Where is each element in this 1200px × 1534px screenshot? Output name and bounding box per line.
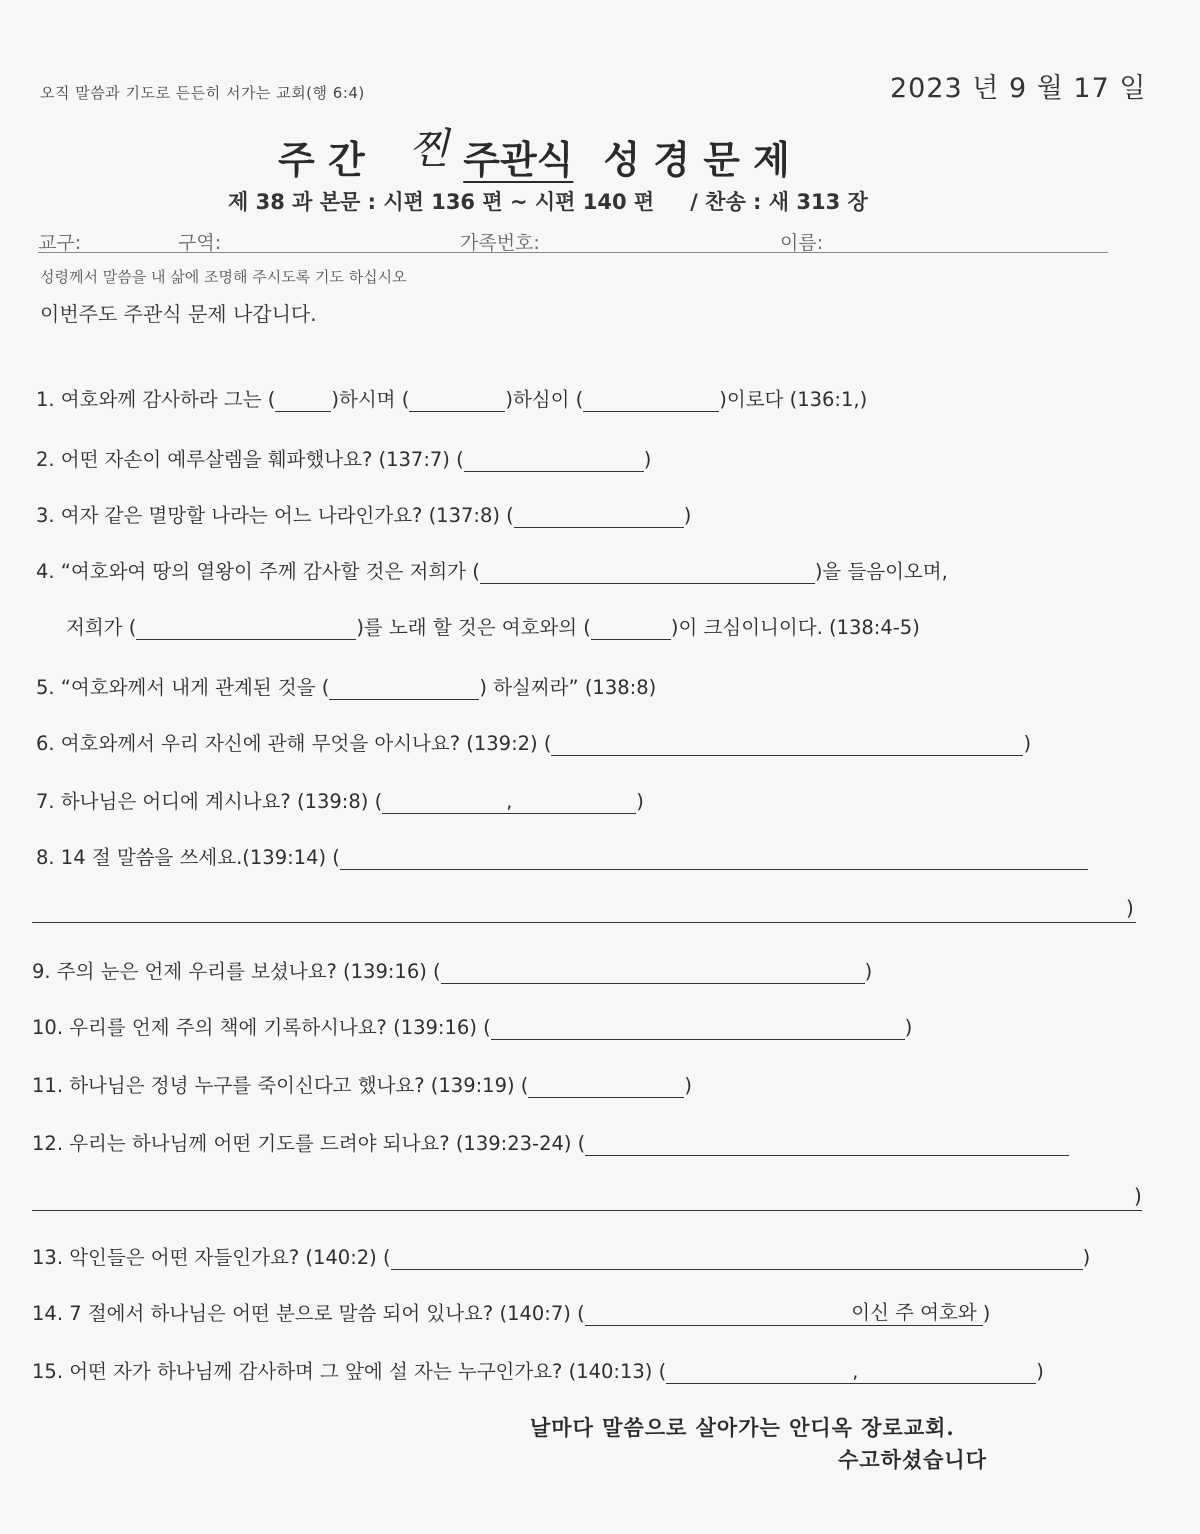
- question-text: 13. 악인들은 어떤 자들인가요? (140:2) (: [32, 1246, 391, 1269]
- question-text: ): [683, 504, 692, 527]
- question-1: [36, 384, 867, 412]
- title-handwritten-mark: 찐: [408, 124, 450, 173]
- closing-paren: ): [1126, 896, 1134, 920]
- answer-line[interactable]: [32, 1210, 1142, 1211]
- lesson-info: [228, 186, 868, 216]
- question-5: [36, 672, 656, 700]
- thank-you-note: 수고하셨습니다: [838, 1447, 988, 1472]
- question-text: 7. 하나님은 어디에 계시나요? (139:8) (: [36, 790, 383, 813]
- answer-blank[interactable]: [583, 389, 719, 412]
- question-text: ): [636, 790, 644, 813]
- question-9: [32, 956, 872, 984]
- name-field[interactable]: 이름:: [780, 232, 824, 254]
- answer-blank[interactable]: [441, 961, 865, 984]
- question-text: 11. 하나님은 정녕 누구를 죽이신다고 했나요? (139:19) (: [32, 1074, 529, 1097]
- church-signature: 날마다 말씀으로 살아가는 안디옥 장로교회.: [530, 1415, 955, 1440]
- question-text: 2. 어떤 자손이 예루살렘을 훼파했나요? (137:7) (: [36, 448, 464, 471]
- question-text: 14. 7 절에서 하나님은 어떤 분으로 말씀 되어 있나요? (140:7) (: [32, 1302, 585, 1325]
- title-part-bible-quiz: 성 경 문 제: [603, 138, 790, 182]
- worksheet-date: 2023 년 9 월 17 일: [890, 73, 1147, 104]
- answer-blank[interactable]: [585, 1303, 983, 1326]
- prayer-note: 성령께서 말씀을 내 삶에 조명해 주시도록 기도 하십시오: [40, 268, 407, 286]
- question-15: [32, 1356, 1044, 1384]
- question-3: [36, 500, 691, 528]
- question-text: 10. 우리를 언제 주의 책에 기록하시나요? (139:16) (: [32, 1016, 491, 1039]
- question-text: ): [643, 448, 652, 471]
- parish-field[interactable]: 교구:: [38, 232, 82, 254]
- worksheet-title: [278, 126, 790, 186]
- student-info-line: [38, 228, 1108, 253]
- question-text: ): [1023, 732, 1032, 755]
- answer-blank[interactable]: [409, 389, 505, 412]
- question-text: 5. “여호와께서 내게 관계된 것을 (: [36, 676, 330, 699]
- answer-blank[interactable]: [591, 617, 671, 640]
- question-8: [36, 842, 1088, 870]
- question-4-continued: [66, 612, 920, 640]
- intro-text: 이번주도 주관식 문제 나갑니다.: [40, 302, 317, 326]
- lesson-hymn: / 찬송 : 새 313 장: [690, 190, 868, 214]
- question-text: )하시며 (: [331, 388, 410, 411]
- answer-blank[interactable]: [528, 1075, 684, 1098]
- question-text: 15. 어떤 자가 하나님께 감사하며 그 앞에 설 자는 누구인가요? (140:13) (: [32, 1360, 667, 1383]
- question-text: ): [684, 1074, 693, 1097]
- question-13: [32, 1242, 1090, 1270]
- answer-blank[interactable]: [464, 449, 644, 472]
- answer-blank[interactable]: [666, 1361, 1036, 1384]
- answer-blank[interactable]: [275, 389, 331, 412]
- family-number-field[interactable]: 가족번호:: [460, 232, 540, 254]
- question-text: 6. 여호와께서 우리 자신에 관해 무엇을 아시나요? (139:2) (: [36, 732, 552, 755]
- question-text: 1. 여호와께 감사하라 그는 (: [36, 388, 276, 411]
- answer-blank[interactable]: [491, 1017, 905, 1040]
- question-text: 저희가 (: [66, 616, 137, 639]
- question-text: )를 노래 할 것은 여호와의 (: [356, 616, 591, 639]
- title-part-subjective: 주관식: [463, 138, 574, 182]
- question-text: 3. 여자 같은 멸망할 나라는 어느 나라인가요? (137:8) (: [36, 504, 514, 527]
- answer-blank[interactable]: [480, 561, 815, 584]
- answer-line[interactable]: [32, 922, 1136, 923]
- answer-blank[interactable]: [329, 677, 479, 700]
- title-part-weekly: 주 간: [278, 138, 365, 182]
- question-text: ): [1036, 1360, 1044, 1383]
- blank-separator: ,: [506, 791, 513, 813]
- prefilled-answer-text: 이신 주 여호와: [851, 1301, 977, 1324]
- lesson-passage: 제 38 과 본문 : 시편 136 편 ~ 시편 140 편: [228, 190, 655, 214]
- question-text: )하심이 (: [505, 388, 584, 411]
- question-text: 12. 우리는 하나님께 어떤 기도를 드려야 되나요? (139:23-24) (: [32, 1132, 586, 1155]
- question-text: 9. 주의 눈은 언제 우리를 보셨나요? (139:16) (: [32, 960, 441, 983]
- question-text: 4. “여호와여 땅의 열왕이 주께 감사할 것은 저희가 (: [36, 560, 480, 583]
- question-text: )을 들음이오며,: [814, 560, 948, 583]
- question-text: ): [904, 1016, 913, 1039]
- question-4: [36, 556, 948, 584]
- blank-separator: ,: [852, 1361, 859, 1383]
- question-text: )이로다 (136:1,): [719, 388, 868, 411]
- answer-blank[interactable]: [382, 791, 636, 814]
- answer-blank[interactable]: [391, 1247, 1083, 1270]
- question-6: [36, 728, 1031, 756]
- answer-blank[interactable]: [136, 617, 356, 640]
- question-14: [32, 1298, 990, 1326]
- district-field[interactable]: 구역:: [178, 232, 222, 254]
- question-11: [32, 1070, 692, 1098]
- question-10: [32, 1012, 912, 1040]
- answer-blank[interactable]: [585, 1133, 1069, 1156]
- question-2: [36, 444, 651, 472]
- question-text: )이 크심이니이다. (138:4-5): [670, 616, 920, 639]
- answer-blank[interactable]: [514, 505, 684, 528]
- closing-paren: ): [1134, 1184, 1142, 1208]
- question-text: 8. 14 절 말씀을 쓰세요.(139:14) (: [36, 846, 340, 869]
- answer-blank[interactable]: [340, 847, 1088, 870]
- question-7: [36, 786, 644, 814]
- answer-blank[interactable]: [551, 733, 1023, 756]
- church-motto: 오직 말씀과 기도로 든든히 서가는 교회(행 6:4): [40, 84, 365, 102]
- question-text: ): [1082, 1246, 1091, 1269]
- question-text: ): [982, 1302, 991, 1325]
- question-text: ) 하실찌라” (138:8): [479, 676, 657, 699]
- question-text: ): [864, 960, 873, 983]
- question-12: [32, 1128, 1069, 1156]
